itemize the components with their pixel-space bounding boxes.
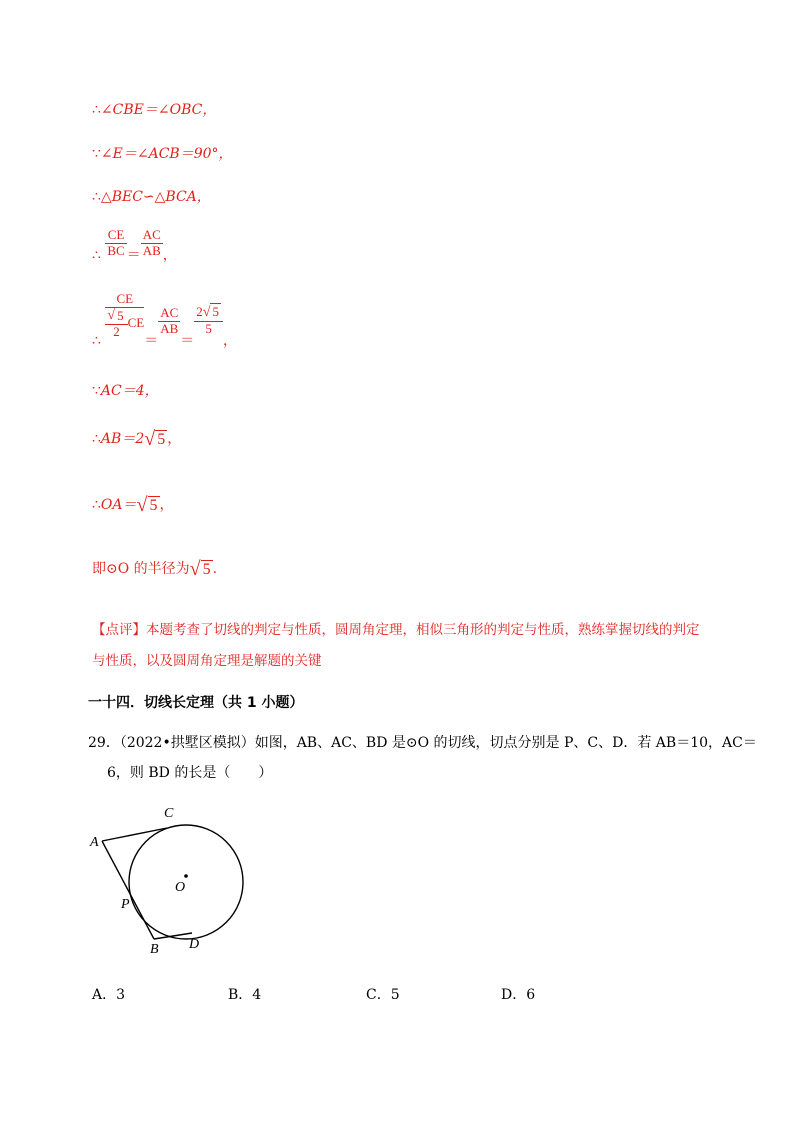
option-c[interactable]: C．5: [366, 987, 400, 1003]
denominator: AB: [142, 242, 161, 258]
equals-sign: ＝: [144, 332, 159, 349]
radical-sign: √: [189, 558, 201, 581]
comma: ，: [167, 431, 182, 447]
denominator: [105, 308, 144, 340]
step-text: AC＝4，: [100, 383, 159, 399]
fraction-ac-ab: [141, 228, 163, 259]
therefore-symbol: ∴: [92, 332, 101, 349]
sqrt: [137, 494, 160, 517]
radicand: 5: [212, 304, 219, 320]
option-a[interactable]: A．3: [92, 987, 126, 1003]
because-symbol: ∵: [92, 383, 101, 399]
comma: ，: [222, 332, 237, 349]
numerator: CE: [105, 228, 126, 244]
radicand: 5: [117, 307, 124, 323]
numerator: CE: [105, 292, 144, 308]
option-d[interactable]: D．6: [501, 987, 536, 1003]
numerator: [105, 308, 127, 325]
step-line-8: [92, 494, 174, 517]
therefore-symbol: ∴: [92, 247, 101, 264]
step-line-3: [92, 186, 211, 206]
circle-o: [129, 825, 243, 939]
geometry-figure: [80, 800, 260, 970]
step-line-2: [92, 143, 233, 163]
review-line-1: 【点评】本题考查了切线的判定与性质，圆周角定理，相似三角形的判定与性质，熟练掌握切线的判定: [92, 622, 700, 638]
because-symbol: ∵: [92, 146, 101, 162]
therefore-symbol: ∴: [92, 431, 101, 447]
equals-sign: ＝: [180, 332, 195, 349]
sqrt: [203, 305, 221, 321]
label-a: A: [90, 835, 99, 850]
problem-line-2: 6，则 BD 的长是（ ）: [107, 765, 273, 781]
comma: ，: [162, 247, 177, 264]
tangent-ac: [102, 828, 167, 841]
numerator: AC: [142, 227, 161, 242]
step-line-1: [92, 99, 216, 119]
coefficient: 2: [196, 303, 203, 319]
center-point: [184, 874, 188, 878]
radical-sign: √: [144, 428, 156, 451]
denominator: BC: [107, 242, 125, 258]
tangent-ab: [102, 841, 154, 939]
step-line-9: [92, 558, 217, 581]
denominator: 2: [113, 324, 120, 340]
fraction-root5-over-2: [105, 308, 127, 340]
step-text: △BEC∽△BCA，: [100, 189, 211, 205]
step-line-5: [92, 292, 237, 350]
comma: ，: [159, 497, 174, 513]
equals-sign: ＝: [126, 247, 141, 264]
option-b[interactable]: B．4: [228, 987, 262, 1003]
fraction-ac-ab: [158, 306, 180, 337]
sqrt: [190, 558, 213, 581]
step-line-6: [92, 380, 159, 400]
step-line-4: [92, 228, 177, 264]
step-line-7: [92, 428, 181, 451]
therefore-symbol: ∴: [92, 102, 101, 118]
label-c: C: [164, 806, 174, 821]
ce-term: CE: [127, 314, 145, 330]
step-text: 即⊙O 的半径为: [92, 561, 190, 577]
step-text: ∠CBE＝∠OBC，: [100, 102, 217, 118]
fraction-ce-over-root5-ce: [105, 292, 144, 340]
review-line-2: 与性质，以及圆周角定理是解题的关键: [92, 653, 322, 669]
therefore-symbol: ∴: [92, 189, 101, 205]
section-heading: 一十四．切线长定理（共 1 小题）: [88, 695, 304, 711]
step-text: ∠E＝∠ACB＝90°，: [100, 146, 233, 162]
numerator: [194, 305, 223, 322]
radical-sign: √: [202, 304, 211, 320]
therefore-symbol: ∴: [92, 497, 101, 513]
radicand: 5: [149, 496, 158, 514]
radicand: 5: [202, 560, 211, 578]
denominator: 5: [205, 320, 212, 336]
fraction-2root5-over-5: [194, 305, 223, 337]
problem-line-1: 29．（2022•拱墅区模拟）如图，AB、AC、BD 是⊙O 的切线，切点分别是 P、C、D．若 AB＝10，AC＝: [88, 735, 757, 751]
radical-sign: √: [107, 307, 116, 323]
denominator: AB: [160, 320, 179, 336]
fraction-ce-bc: [105, 228, 126, 259]
radical-sign: √: [136, 494, 148, 517]
step-text: AB＝2: [100, 431, 145, 447]
label-b: B: [150, 942, 159, 957]
sqrt: [144, 428, 167, 451]
label-p: P: [121, 897, 130, 912]
label-d: D: [189, 937, 200, 952]
radicand: 5: [157, 430, 166, 448]
label-o: O: [175, 880, 186, 895]
step-text: OA＝: [100, 497, 137, 513]
sqrt: [107, 308, 125, 324]
period: .: [212, 561, 218, 577]
numerator: AC: [160, 305, 179, 320]
